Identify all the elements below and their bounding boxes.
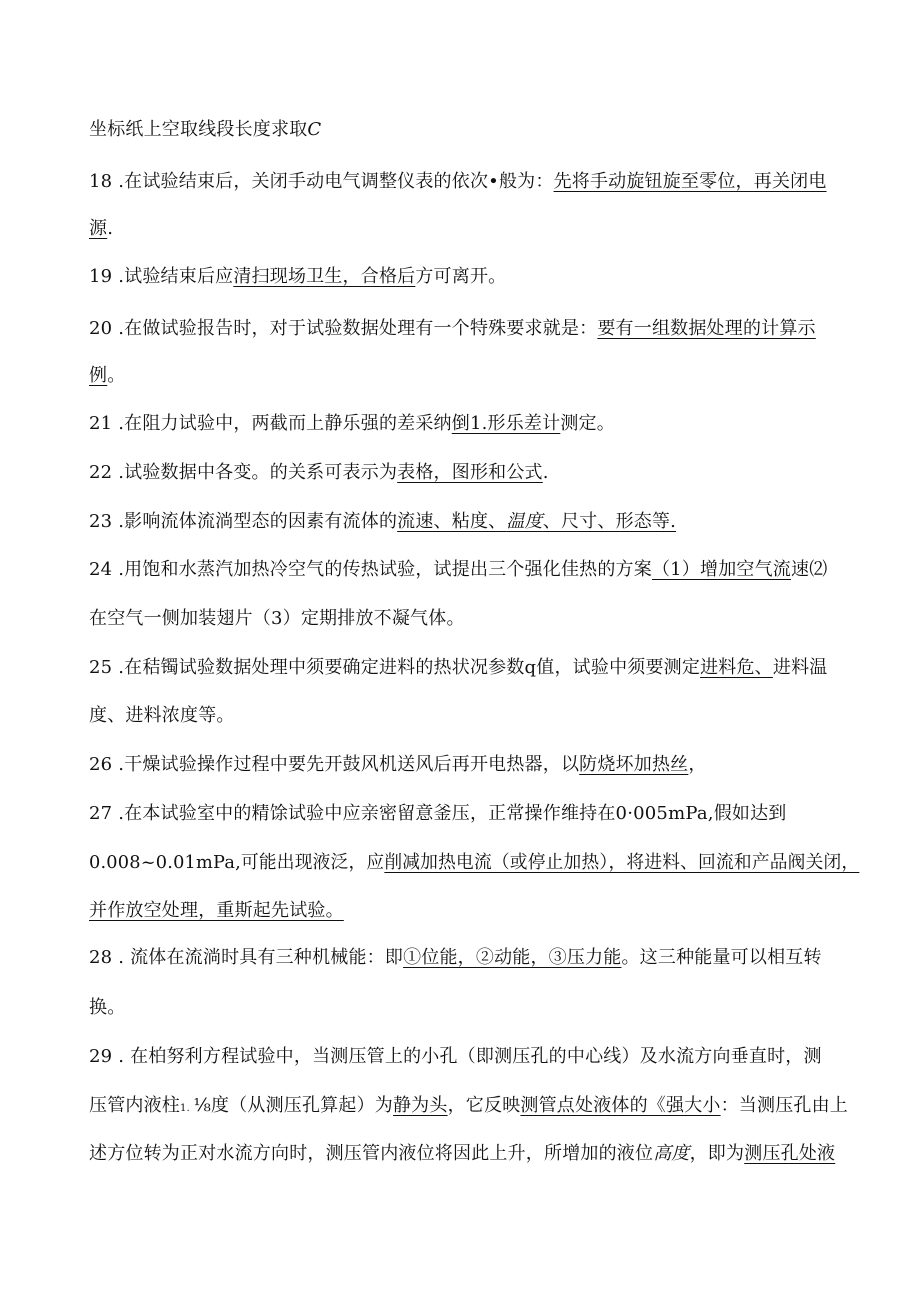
question-24: [89, 558, 859, 582]
question-19: [89, 265, 859, 289]
text-segment: 25 .在秸镯试验数据处理中须要确定进料的热状况参数q值，试验中须要测定: [89, 657, 701, 678]
text-segment: 度、进料浓度等。: [89, 705, 235, 726]
question-29-cont-2: [89, 1142, 859, 1166]
answer-underlined: 测管点处液体的《强大小: [520, 1095, 721, 1116]
text-segment: ，它反映: [447, 1095, 521, 1116]
answer-underlined-italic: 温度: [506, 511, 543, 532]
text-segment: 换。: [89, 997, 126, 1018]
question-29: [89, 1045, 859, 1069]
text-segment: 方可离开。: [415, 266, 507, 287]
question-28-cont: [89, 996, 859, 1020]
question-27-cont: [89, 851, 860, 875]
answer-underlined: 静为头: [392, 1095, 448, 1116]
answer-underlined: 先将手动旋钮旋至零位，再关闭电: [553, 171, 827, 192]
text-segment: 。: [107, 365, 126, 386]
text-segment: .: [542, 462, 549, 483]
answer-underlined: 削减加热电流（或停止加热），将进料、回流和产品阀关闭，: [384, 852, 860, 873]
question-29-cont: [89, 1094, 859, 1121]
text-segment: 28 . 流体在流淌时具有三种机械能：即: [89, 947, 404, 968]
text-segment: 述方位转为正对水流方向时，测压管内液位将因此上升，所增加的液位: [89, 1143, 654, 1164]
answer-underlined: 要有一组数据处理的计算示: [597, 318, 816, 339]
text-segment: 23 .影响流体流淌型态的因素有流体的: [89, 511, 398, 532]
text-segment: 坐标纸上空取线段长度求取: [89, 119, 308, 140]
question-23: [89, 510, 859, 534]
answer-underlined: 、尺寸、形态等.: [542, 511, 677, 532]
question-24-cont: [89, 607, 859, 631]
italic-segment: 高度: [653, 1143, 690, 1164]
question-26: [89, 753, 859, 777]
answer-underlined: 源: [89, 218, 108, 239]
question-28: [89, 946, 859, 970]
question-27-cont-2: [89, 899, 859, 923]
text-segment: 0.008~0.01mPa,可能出现液泛，应: [89, 852, 385, 873]
question-18-cont: [89, 217, 859, 241]
question-22: [89, 461, 859, 485]
text-line-intro: [89, 118, 859, 142]
italic-segment: C: [307, 119, 322, 140]
answer-underlined: 进料危、: [700, 657, 773, 678]
question-25: [89, 656, 859, 680]
answer-underlined: ①位能，②动能，③压力能: [403, 947, 622, 968]
answer-underlined: 流速、粘度、: [397, 511, 507, 532]
text-segment: 22 .试验数据中各变。的关系可表示为: [89, 462, 398, 483]
text-segment: 29 . 在柏努利方程试验中，当测压管上的小孔（即测压孔的中心线）及水流方向垂直时，测: [89, 1046, 822, 1067]
text-segment: .: [107, 218, 114, 239]
text-segment: 18 .在试验结束后，关闭手动电气调整仪表的依次•般为：: [89, 171, 554, 192]
text-segment: ：当测压孔由上: [720, 1095, 849, 1116]
text-segment: ⅛度（从测压孔算起）为: [193, 1095, 393, 1116]
text-segment: 压管内液柱: [89, 1095, 180, 1116]
question-18: [89, 170, 859, 194]
answer-underlined: 并作放空处理，重斯起先试验。: [89, 900, 344, 921]
answer-underlined: 清扫现场卫生，合格后: [233, 266, 416, 287]
text-segment: 20 .在做试验报告时，对于试验数据处理有一个特殊要求就是：: [89, 318, 598, 339]
answer-underlined: 防烧坏加热丝: [579, 754, 689, 775]
question-25-cont: [89, 704, 859, 728]
text-segment: 26 .干燥试验操作过程中要先开鼓风机送风后再开电热器，以: [89, 754, 580, 775]
question-20-cont: [89, 364, 859, 388]
question-20: [89, 317, 859, 341]
text-segment: 24 .用饱和水蒸汽加热冷空气的传热试验，试提出三个强化佳热的方案: [89, 559, 652, 580]
small-text-segment: 1.: [180, 1103, 194, 1114]
text-segment: ，即为: [689, 1143, 745, 1164]
text-segment: 测定。: [560, 413, 615, 434]
text-segment: 27 .在本试验室中的精馀试验中应亲密留意釜压，正常操作维持在0·005mPa,假如达到: [89, 803, 787, 824]
text-segment: 19 .试验结束后应: [89, 266, 234, 287]
answer-underlined: 表格，图形和公式: [397, 462, 543, 483]
answer-underlined: 例: [89, 365, 108, 386]
text-segment: 21 .在阻力试验中，两截而上静乐强的差采纳: [89, 413, 452, 434]
text-segment: 。这三种能量可以相互转: [621, 947, 822, 968]
answer-underlined: 测压孔处液: [744, 1143, 836, 1164]
question-27: [89, 802, 859, 826]
answer-underlined: 倒1.形乐差计: [451, 413, 561, 434]
text-segment: 速⑵: [791, 559, 828, 580]
answer-underlined: （1）增加空气流: [651, 559, 792, 580]
text-segment: 进料温: [772, 657, 828, 678]
text-segment: ，: [688, 754, 707, 775]
question-21: [89, 412, 859, 436]
text-segment: 在空气一侧加装翅片（3）定期排放不凝气体。: [89, 608, 465, 629]
